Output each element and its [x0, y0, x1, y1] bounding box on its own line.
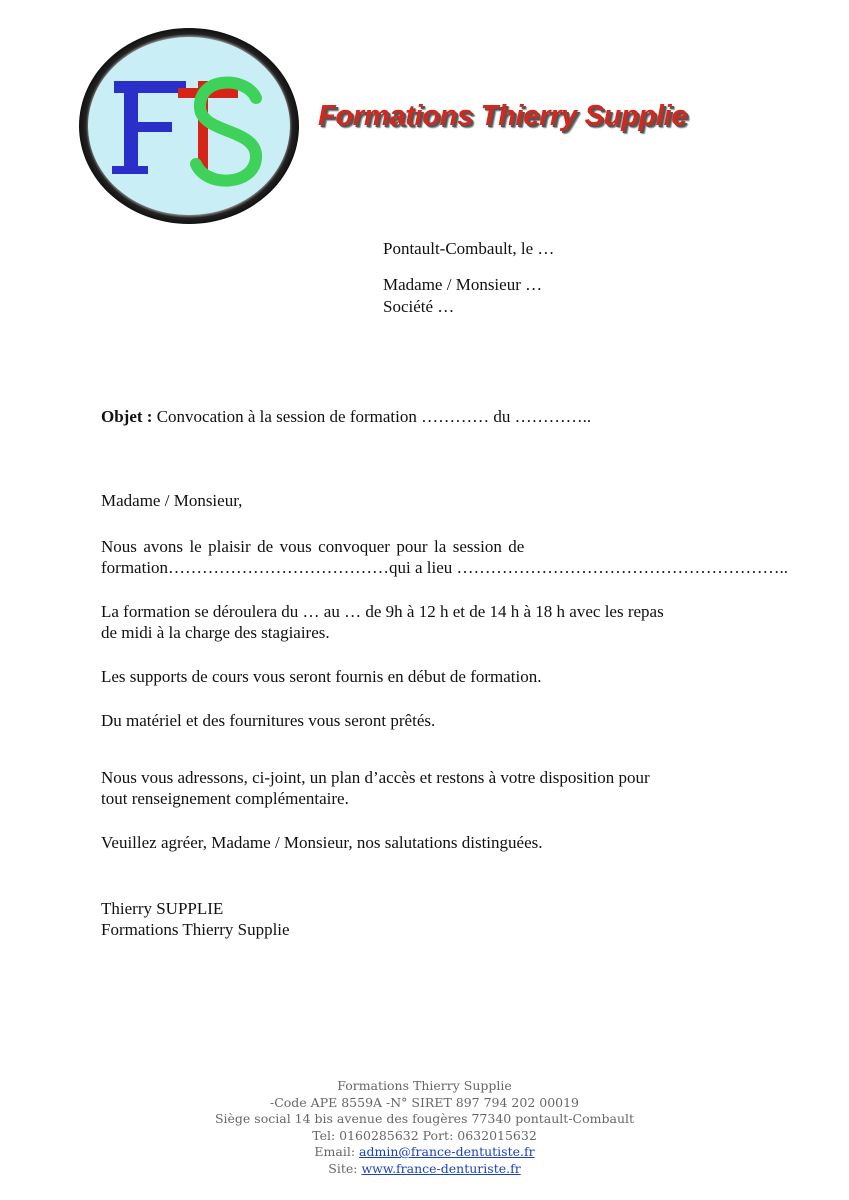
- paragraph-2-line-2: de midi à la charge des stagiaires.: [101, 623, 330, 642]
- recipient-block: [383, 274, 542, 318]
- paragraph-2-line-1: La formation se déroulera du … au … de 9h à 12 h et de 14 h à 18 h avec les repas: [101, 602, 664, 621]
- footer-site-link[interactable]: www.france-denturiste.fr: [361, 1160, 521, 1176]
- salutation: Madame / Monsieur,: [101, 491, 243, 510]
- recipient-name: Madame / Monsieur …: [383, 275, 543, 294]
- footer-email-row: [0, 1144, 849, 1161]
- subject-text: Convocation à la session de formation ………… du …………..: [156, 407, 592, 426]
- signature-name: Thierry SUPPLIE: [101, 899, 224, 918]
- footer-email-link[interactable]: admin@france-dentutiste.fr: [359, 1144, 535, 1159]
- brand-title: Formations Thierry Supplie: [318, 100, 688, 132]
- signature-block: [101, 898, 290, 940]
- footer-site-label: Site:: [328, 1160, 358, 1176]
- subject-line: [101, 406, 591, 427]
- paragraph-3: Les supports de cours vous seront fournis en début de formation.: [101, 667, 542, 686]
- signature-company: Formations Thierry Supplie: [101, 920, 290, 939]
- paragraph-5-line-1: Nous vous adressons, ci-joint, un plan d’accès et restons à votre disposition pour: [101, 768, 650, 787]
- paragraph-4: Du matériel et des fournitures vous seront prêtés.: [101, 711, 436, 730]
- paragraph-1: [101, 536, 788, 578]
- closing-formula: Veuillez agréer, Madame / Monsieur, nos salutations distinguées.: [101, 833, 543, 852]
- footer-address: Siège social 14 bis avenue des fougères 77340 pontault-Combault: [214, 1111, 635, 1126]
- paragraph-2: [101, 601, 664, 643]
- footer: [0, 1078, 849, 1177]
- footer-codes: -Code APE 8559A -N° SIRET 897 794 202 00019: [269, 1094, 580, 1110]
- company-logo: [78, 26, 300, 226]
- place-date: Pontault-Combault, le …: [383, 239, 555, 258]
- footer-phones: Tel: 0160285632 Port: 0632015632: [312, 1127, 537, 1143]
- paragraph-1-line-2: formation…………………………………qui a lieu …………………………………………………..: [101, 558, 789, 577]
- footer-site-row: [0, 1161, 849, 1178]
- paragraph-5-line-2: tout renseignement complémentaire.: [101, 789, 349, 808]
- paragraph-1-line-1: Nous avons le plaisir de vous convoquer pour la session de: [101, 537, 525, 556]
- subject-label: Objet :: [101, 407, 153, 426]
- paragraph-5: [101, 767, 650, 809]
- footer-company: Formations Thierry Supplie: [337, 1078, 512, 1093]
- recipient-company: Société …: [383, 297, 455, 316]
- footer-email-label: Email:: [314, 1144, 356, 1159]
